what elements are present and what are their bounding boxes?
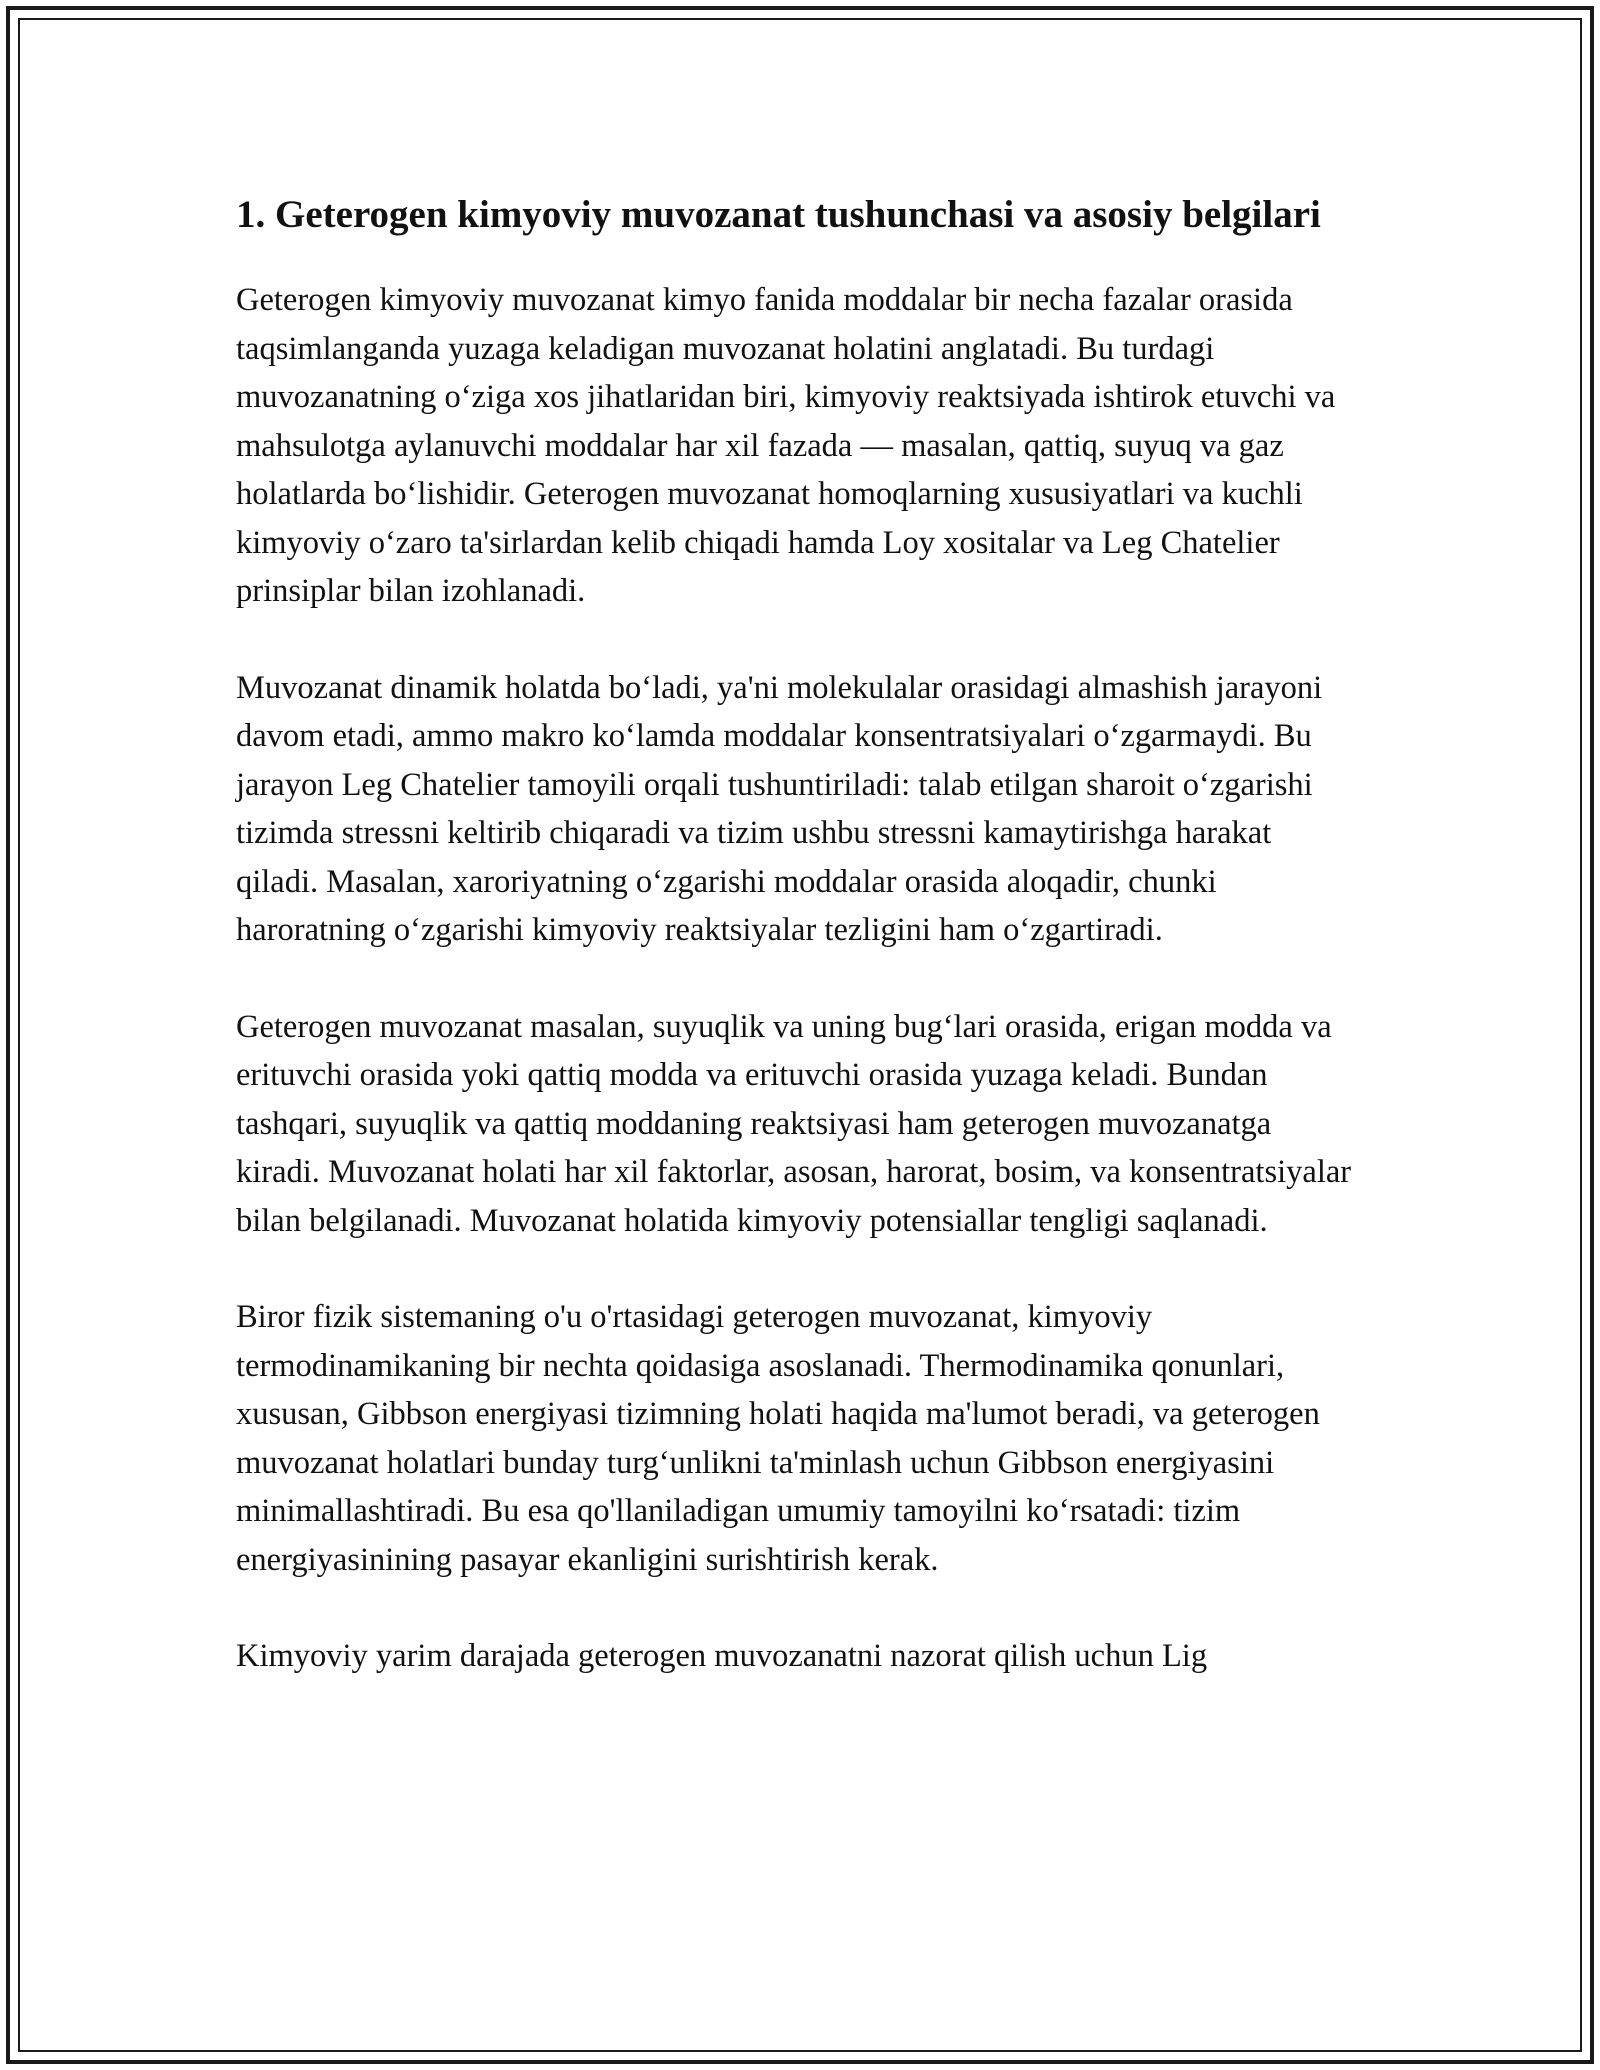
- paragraph-3: Geterogen muvozanat masalan, suyuqlik va uning bug‘lari orasida, erigan modda va erituvchi orasida yoki qattiq modda va erituvchi orasida yuzaga keladi. Bundan tashqari, suyuqlik va qattiq moddaning reaktsiyasi ham geterogen muvozanatga kiradi. Muvozanat holati har xil faktorlar, asosan, harorat, bosim, va konsentratsiyalar bilan belgilanadi. Muvozanat holatida kimyoviy potensiallar tengligi saqlanadi.: [236, 1008, 1352, 1239]
- paragraph-4: Biror fizik sistemaning o'u o'rtasidagi geterogen muvozanat, kimyoviy termodinamikaning bir nechta qoidasiga asoslanadi. Thermodinamika qonunlari, xususan, Gibbson energiyasi tizimning holati haqida ma'lumot beradi, va geterogen muvozanat holatlari bunday turg‘unlikni ta'minlash uchun Gibbson energiyasini minimallashtiradi. Bu esa qo'llaniladigan umumiy tamoyilni ko‘rsatadi: tizim energiyasinining pasayar ekanligini surishtirish kerak.: [236, 1299, 1320, 1578]
- document-body: [236, 188, 1356, 1729]
- paragraph-2: Muvozanat dinamik holatda bo‘ladi, ya'ni molekulalar orasidagi almashish jarayoni davom etadi, ammo makro ko‘lamda moddalar konsentratsiyalari o‘zgarmaydi. Bu jarayon Leg Chatelier tamoyili orqali tushuntiriladi: talab etilgan sharoit o‘zgarishi tizimda stressni keltirib chiqaradi va tizim ushbu stressni kamaytirishga harakat qiladi. Masalan, xaroriyatning o‘zgarishi moddalar orasida aloqadir, chunki haroratning o‘zgarishi kimyoviy reaktsiyalar tezligini ham o‘zgartiradi.: [236, 669, 1323, 948]
- paragraph-1: Geterogen kimyoviy muvozanat kimyo fanida moddalar bir necha fazalar orasida taqsimlanganda yuzaga keladigan muvozanat holatini anglatadi. Bu turdagi muvozanatning o‘ziga xos jihatlaridan biri, kimyoviy reaktsiyada ishtirok etuvchi va mahsulotga aylanuvchi moddalar har xil fazada — masalan, qattiq, suyuq va gaz holatlarda bo‘lishidir. Geterogen muvozanat homoqlarning xususiyatlari va kuchli kimyoviy o‘zaro ta'sirlardan kelib chiqadi hamda Loy xositalar va Leg Chatelier prinsiplar bilan izohlanadi.: [236, 282, 1336, 609]
- section-heading: 1. Geterogen kimyoviy muvozanat tushunchasi va asosiy belgilari: [236, 193, 1321, 236]
- paragraph-5: Kimyoviy yarim darajada geterogen muvozanatni nazorat qilish uchun Lig: [236, 1638, 1208, 1674]
